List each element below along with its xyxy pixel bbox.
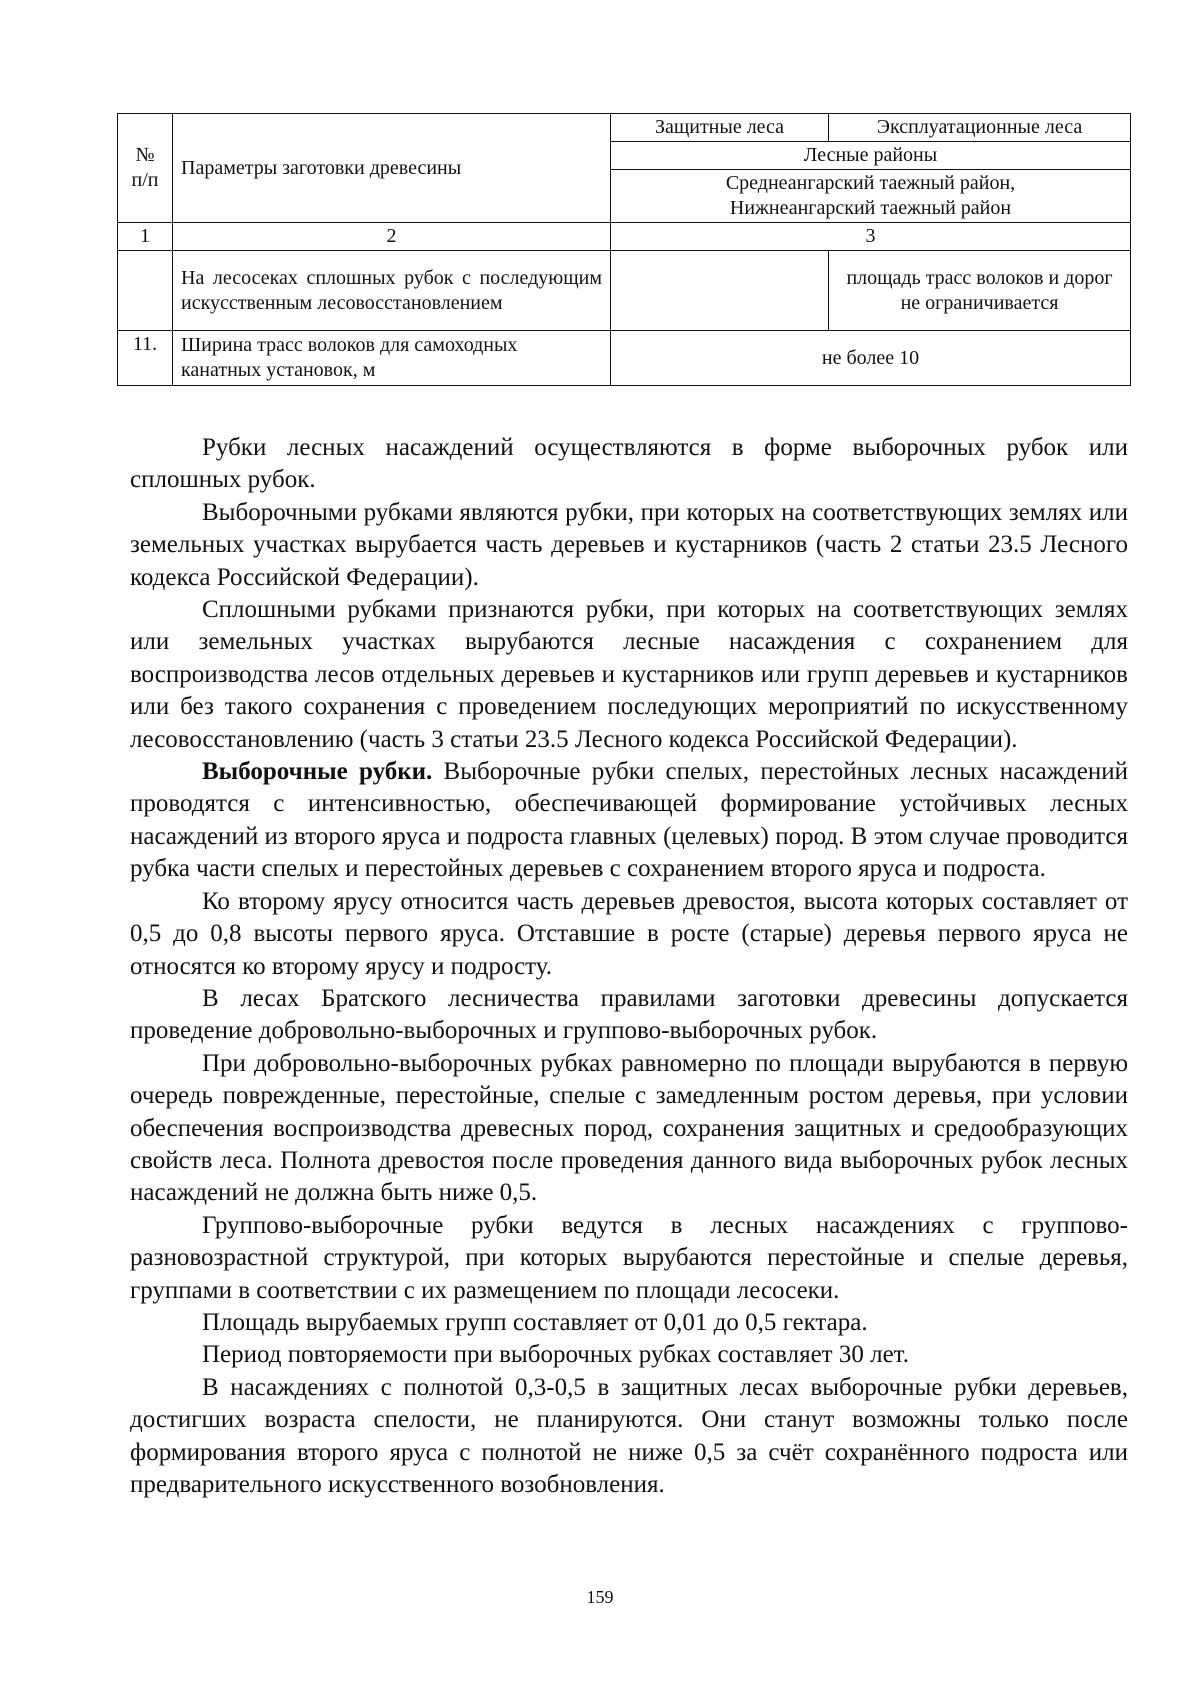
header-region-names <box>611 170 1131 223</box>
paragraph-text: Выборочные рубки спелых, перестойных лесных насаждений проводятся с интенсивностью, обеспечивающей формирование устойчивых лесных насаждений из второго яруса и подроста главных (целевых) пород. В этом случае проводится рубка части спелых и перестойных деревьев с сохранением второго яруса и подроста. <box>130 758 1128 883</box>
row-num <box>118 251 173 331</box>
paragraph: Площадь вырубаемых групп составляет от 0,01 до 0,5 гектара. <box>202 1308 868 1336</box>
row-num: 11. <box>118 331 173 386</box>
harvest-parameters-table <box>117 113 1131 386</box>
row-parameter: Ширина трасс волоков для самоходных канатных установок, м <box>173 331 611 386</box>
table-row <box>118 331 1131 386</box>
paragraph: Группово-выборочные рубки ведутся в лесных насаждениях с группово-разновозрастной структурой, при которых вырубаются перестойные и спелые деревья, группами в соответствии с их размещением по площади лесосеки. <box>130 1211 1128 1304</box>
row-exploitation-value: площадь трасс волоков и дорог не ограничивается <box>829 251 1131 331</box>
paragraph: В насаждениях с полнотой 0,3-0,5 в защитных лесах выборочные рубки деревьев, достигших возраста спелости, не планируются. Они станут возможны только после формирования второго яруса с полнотой не ниже 0,5 за счёт сохранённого подроста или предварительного искусственного возобновления. <box>130 1373 1128 1498</box>
region-name-2: Нижнеангарский таежный район <box>729 197 1012 219</box>
paragraph: Период повторяемости при выборочных рубках составляет 30 лет. <box>202 1341 909 1369</box>
body-text <box>130 432 1128 1501</box>
index-cell-3: 3 <box>611 223 1131 251</box>
paragraph <box>130 756 1128 886</box>
index-cell-1: 1 <box>118 223 173 251</box>
paragraph: При добровольно-выборочных рубках равномерно по площади вырубаются в первую очередь поврежденные, перестойные, спелые с замедленным ростом деревья, при условии обеспечения воспроизводства древесных пород, сохранения защитных и средообразующих свойств леса. Полнота древостоя после проведения данного вида выборочных рубок лесных насаждений не должна быть ниже 0,5. <box>130 1049 1128 1207</box>
paragraph: Сплошными рубками признаются рубки, при которых на соответствующих землях или земельных участках вырубаются лесные насаждения с сохранением для воспроизводства лесов отдельных деревьев и кустарников или групп деревьев и кустарников или без такого сохранения с проведением последующих мероприятий по искусственному лесовосстановлению (часть 3 статьи 23.5 Лесного кодекса Российской Федерации). <box>130 596 1128 753</box>
bold-heading: Выборочные рубки. <box>202 758 433 786</box>
page-number: 159 <box>586 1587 614 1607</box>
index-cell-2: 2 <box>173 223 611 251</box>
header-exploitation-forests: Эксплуатационные леса <box>829 114 1131 142</box>
region-name-1: Среднеангарский таежный район, <box>725 172 1016 194</box>
row-protective-value <box>611 251 829 331</box>
paragraph: В лесах Братского лесничества правилами заготовки древесины допускается проведение добровольно-выборочных и группово-выборочных рубок. <box>130 984 1128 1045</box>
header-parameters: Параметры заготовки древесины <box>173 114 611 223</box>
table-row <box>118 251 1131 331</box>
paragraph: Выборочными рубками являются рубки, при которых на соответствующих землях или земельных участках вырубается часть деревьев и кустарников (часть 2 статьи 23.5 Лесного кодекса Российской Федерации). <box>130 498 1128 591</box>
row-value: не более 10 <box>611 331 1131 386</box>
paragraph: Ко второму ярусу относится часть деревьев древостоя, высота которых составляет от 0,5 до 0,8 высоты первого яруса. Отставшие в росте (старые) деревья первого яруса не относятся ко второму ярусу и подросту. <box>130 887 1128 980</box>
header-protective-forests: Защитные леса <box>611 114 829 142</box>
paragraph: Рубки лесных насаждений осуществляются в форме выборочных рубок или сплошных рубок. <box>130 434 1128 494</box>
row-parameter: На лесосеках сплошных рубок с последующим искусственным лесовосстановлением <box>173 251 611 331</box>
header-forest-regions: Лесные районы <box>611 142 1131 170</box>
header-num: № п/п <box>118 114 173 223</box>
